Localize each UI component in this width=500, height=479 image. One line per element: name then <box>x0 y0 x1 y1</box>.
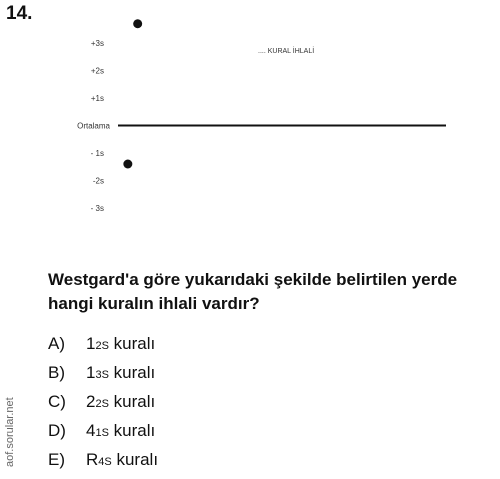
question-number: 14. <box>6 3 33 24</box>
option-rule-subscript: 1S <box>95 427 109 439</box>
option-text <box>86 450 158 470</box>
chart-annotation: .... KURAL İHLALİ <box>258 48 315 55</box>
data-points <box>123 19 142 168</box>
option-rule-symbol: 2 <box>86 392 96 411</box>
y-tick-label: -2s <box>92 176 104 186</box>
option-rule-subscript: 2S <box>95 398 109 410</box>
y-axis-labels <box>77 39 110 213</box>
y-tick-label: - 3s <box>90 204 104 213</box>
option-letter: A) <box>48 334 65 353</box>
option-rule-word: kuralı <box>108 334 156 353</box>
option-letter: B) <box>48 363 65 382</box>
option-letter: C) <box>48 392 66 411</box>
option-rule-subscript: 3S <box>95 369 109 381</box>
option-rule-symbol: 4 <box>86 421 96 440</box>
question-text: Westgard'a göre yukarıdaki şekilde belirtilen yerde hangi kuralın ihlali vardır? <box>48 270 458 313</box>
data-point <box>123 160 132 169</box>
option-text <box>86 392 155 412</box>
option-rule-symbol: 1 <box>86 363 96 382</box>
option-letter: E) <box>48 450 65 469</box>
y-tick-label: Ortalama <box>77 121 110 131</box>
option-rule-subscript: 2S <box>95 340 109 352</box>
option-rule-word: kuralı <box>111 450 159 469</box>
data-point <box>133 19 142 28</box>
option-rule-symbol: R <box>86 450 99 469</box>
site-watermark: aof.sorular.net <box>4 397 16 467</box>
option-text <box>86 363 155 383</box>
option-rule-symbol: 1 <box>86 334 96 353</box>
y-tick-label: +3s <box>90 39 104 48</box>
option-rule-subscript: 4S <box>98 456 112 468</box>
option-rule-word: kuralı <box>108 392 156 411</box>
option-letter: D) <box>48 421 66 440</box>
option-rule-word: kuralı <box>108 421 156 440</box>
option-text <box>86 421 155 441</box>
y-tick-label: +1s <box>90 94 104 103</box>
y-tick-label: +2s <box>90 66 104 76</box>
y-tick-label: - 1s <box>90 149 104 158</box>
option-text <box>86 334 155 354</box>
option-rule-word: kuralı <box>108 363 156 382</box>
